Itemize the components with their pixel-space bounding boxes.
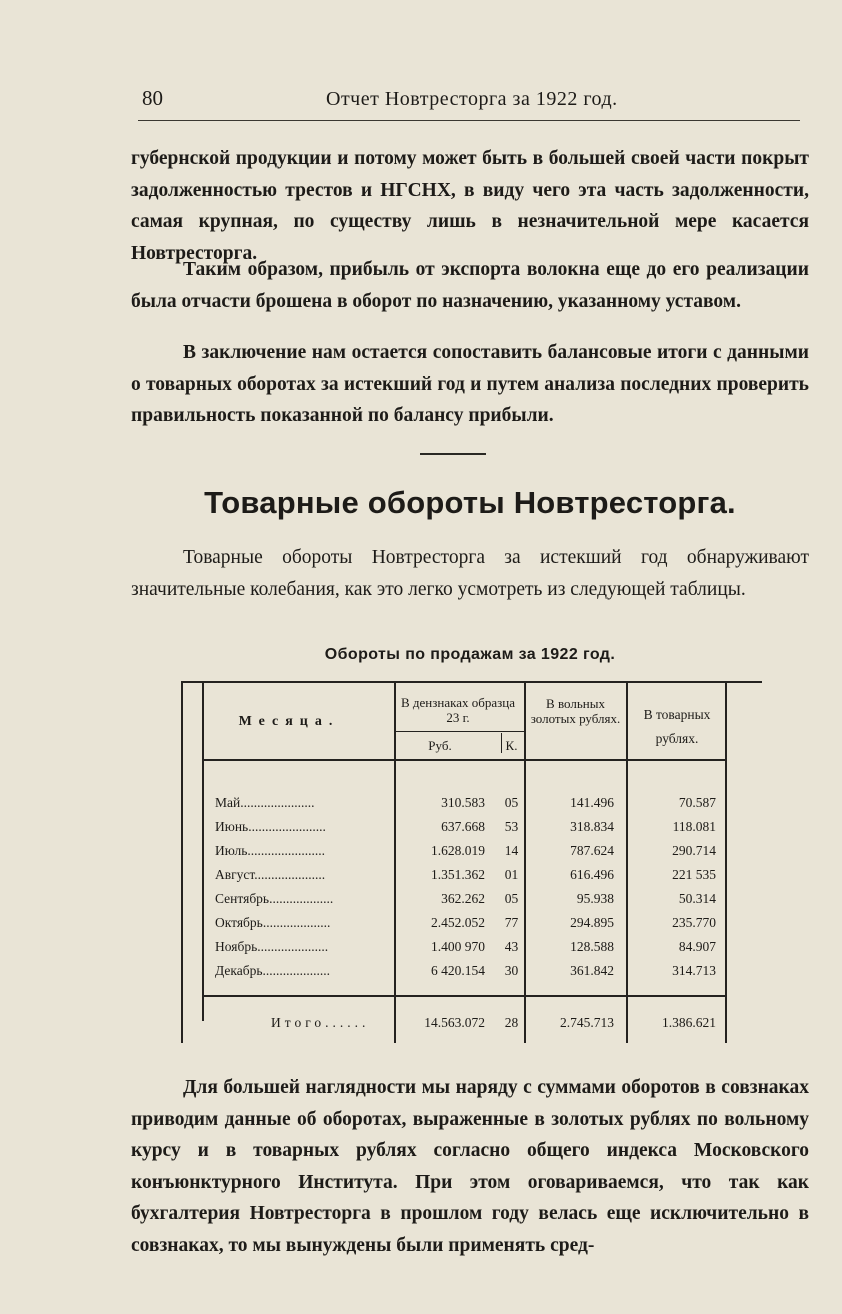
month-cell: Май...................... xyxy=(215,795,315,810)
goods-cell: 314.713 xyxy=(672,963,716,978)
gold-cell: 318.834 xyxy=(570,819,614,834)
paragraph-3: В заключение нам остается сопоставить балансовые итоги с данными о товарных оборотах за истекший год и путем анализа последних проверить правильность показанной по балансу прибыли. xyxy=(131,342,809,426)
gold-cell: 294.895 xyxy=(570,915,614,930)
gold-cell: 95.938 xyxy=(576,891,614,906)
total-goods: 1.386.621 xyxy=(662,1015,716,1030)
month-label: Октябрь xyxy=(215,915,263,930)
table-row xyxy=(181,817,762,841)
paragraph-4: Товарные обороты Новтресторга за истекший год обнаруживают значительные колебания, как это легко усмотреть из следующей таблицы. xyxy=(131,547,809,600)
goods-cell: 118.081 xyxy=(672,819,716,834)
month-cell: Октябрь.................... xyxy=(215,915,331,930)
header-rule xyxy=(138,120,800,121)
rub-cell: 1.628.019 xyxy=(431,843,485,858)
goods-cell: 221 535 xyxy=(672,867,716,882)
gold-cell: 787.624 xyxy=(570,843,614,858)
gold-cell: 128.588 xyxy=(570,939,614,954)
header-kop: К. xyxy=(505,738,518,753)
table-total-row xyxy=(181,1013,762,1037)
month-label: Ноябрь xyxy=(215,939,258,954)
goods-cell: 70.587 xyxy=(678,795,716,810)
rub-cell: 637.668 xyxy=(441,819,485,834)
paragraph-5: Для большей наглядности мы наряду с суммами оборотов в совзнаках приводим данные об оборотах, выраженные в золотых рублях по вольному курсу и в товарных рублях согласно общего индекса Московского конъюнктурного Института. При этом оговариваемся, что так как бухгалтерия Новтресторга в прошлом году велась еще исключительно в совзнаках, то мы вынуждены были применять сред- xyxy=(131,1077,809,1256)
goods-cell: 235.770 xyxy=(672,915,716,930)
goods-cell: 290.714 xyxy=(672,843,716,858)
header-month: Месяца. xyxy=(238,714,340,729)
gold-cell: 361.842 xyxy=(570,963,614,978)
kop-cell: 05 xyxy=(504,795,519,810)
header-sovznaki: В дензнаках образца 23 г. xyxy=(400,695,515,725)
month-label: Май xyxy=(215,795,241,810)
table-total-rule xyxy=(202,995,725,997)
header-gold: В вольных золотых рублях. xyxy=(530,696,621,726)
month-label: Июнь xyxy=(215,819,249,834)
month-label: Сентябрь xyxy=(215,891,270,906)
kop-cell: 53 xyxy=(504,819,519,834)
month-cell: Август..................... xyxy=(215,867,326,882)
month-label: Декабрь xyxy=(215,963,263,978)
table-row xyxy=(181,913,762,937)
table-subhead-rule xyxy=(394,731,524,732)
month-cell: Июнь....................... xyxy=(215,819,326,834)
kop-cell: 77 xyxy=(504,915,519,930)
total-label: Итого...... xyxy=(271,1015,370,1030)
header-rub: Руб. xyxy=(428,738,452,753)
month-cell: Сентябрь................... xyxy=(215,891,334,906)
gold-cell: 141.496 xyxy=(570,795,614,810)
kop-cell: 01 xyxy=(504,867,519,882)
page-number: 80 xyxy=(142,86,163,110)
running-title: Отчет Новтресторга за 1922 год. xyxy=(326,88,618,110)
header-goods: В товарных рублях. xyxy=(643,707,711,746)
section-title: Товарные обороты Новтресторга. xyxy=(204,485,736,520)
month-cell: Июль....................... xyxy=(215,843,326,858)
month-cell: Декабрь.................... xyxy=(215,963,330,978)
table-caption: Обороты по продажам за 1922 год. xyxy=(324,646,616,663)
total-rub: 14.563.072 xyxy=(424,1015,485,1030)
rub-cell: 310.583 xyxy=(441,795,485,810)
total-gold: 2.745.713 xyxy=(560,1015,614,1030)
paragraph-1: губернской продукции и потому может быть в большей своей части покрыт задолженностью трестов и НГСНХ, в виду чего эта часть задолженности, самая крупная, по существу лишь в незначительной мере касается Новтресторга. xyxy=(131,148,809,264)
gold-cell: 616.496 xyxy=(570,867,614,882)
table-row xyxy=(181,937,762,961)
section-divider xyxy=(420,453,486,455)
rub-cell: 1.351.362 xyxy=(431,867,485,882)
table-row xyxy=(181,889,762,913)
goods-cell: 84.907 xyxy=(678,939,716,954)
month-cell: Ноябрь..................... xyxy=(215,939,329,954)
rub-cell: 6 420.154 xyxy=(431,963,485,978)
rub-cell: 362.262 xyxy=(441,891,485,906)
table-row xyxy=(181,841,762,865)
table-head-rule xyxy=(202,759,725,761)
turnover-table xyxy=(181,681,762,1043)
paragraph-2: Таким образом, прибыль от экспорта волокна еще до его реализации была отчасти брошена в оборот по назначению, указанному уставом. xyxy=(131,259,809,312)
kop-cell: 30 xyxy=(504,963,519,978)
table-row xyxy=(181,961,762,985)
table-top-rule xyxy=(181,681,762,683)
kop-cell: 43 xyxy=(504,939,519,954)
total-kop: 28 xyxy=(504,1015,519,1030)
running-head xyxy=(138,86,808,120)
month-label: Июль xyxy=(215,843,248,858)
rub-cell: 2.452.052 xyxy=(431,915,485,930)
table-row xyxy=(181,865,762,889)
goods-cell: 50.314 xyxy=(678,891,716,906)
table-row xyxy=(181,793,762,817)
month-label: Август xyxy=(215,867,255,882)
kop-cell: 05 xyxy=(504,891,519,906)
rub-cell: 1.400 970 xyxy=(431,939,485,954)
kop-cell: 14 xyxy=(504,843,519,858)
